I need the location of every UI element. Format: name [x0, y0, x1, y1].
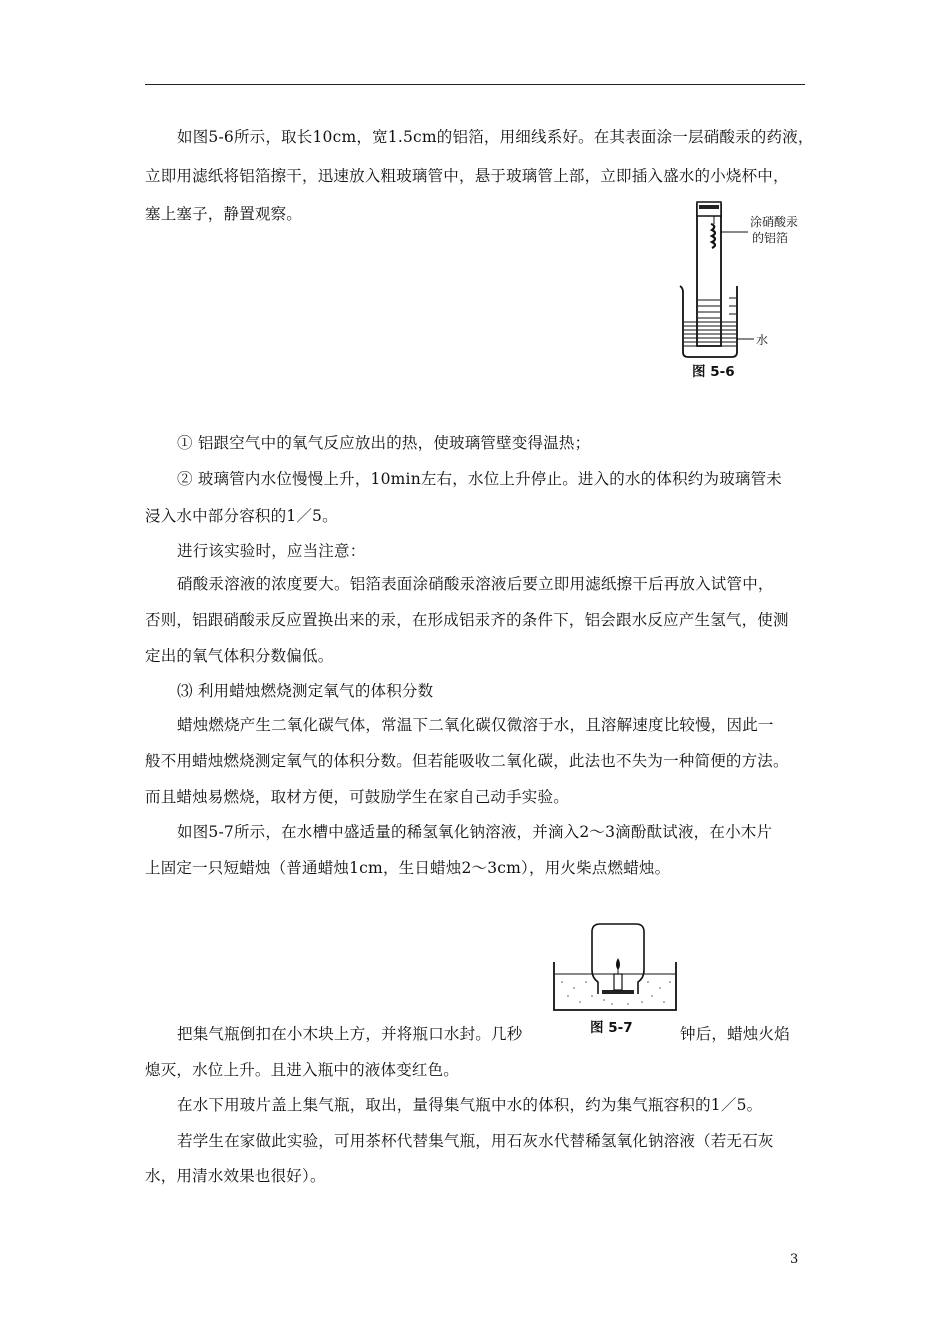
foil-label-line1: 涂硝酸汞 — [750, 215, 799, 229]
water-label: 水 — [756, 333, 769, 347]
figure-5-6-caption: 图 5-6 — [692, 364, 735, 380]
paragraph-line: 蜡烛燃烧产生二氧化碳气体，常温下二氧化碳仅微溶于水，且溶解速度比较慢，因此一 — [177, 716, 774, 734]
paragraph-line: 立即用滤纸将铝箔擦干，迅速放入粗玻璃管中，悬于玻璃管上部，立即插入盛水的小烧杯中， — [145, 167, 789, 185]
paragraph-line: 熄灭，水位上升。且进入瓶中的液体变红色。 — [145, 1061, 460, 1079]
paragraph-line: 把集气瓶倒扣在小木块上方，并将瓶口水封。几秒 — [177, 1025, 523, 1043]
candle-flame — [616, 958, 620, 970]
paragraph-line: 而且蜡烛易燃烧，取材方便，可鼓励学生在家自己动手实验。 — [145, 788, 569, 806]
paragraph-line: 否则，铝跟硝酸汞反应置换出来的汞，在形成铝汞齐的条件下，铝会跟水反应产生氢气，使测 — [145, 611, 789, 629]
paragraph-line: 定出的氧气体积分数偏低。 — [145, 647, 334, 665]
figure-5-6 — [670, 198, 800, 383]
paragraph-line: ① 铝跟空气中的氧气反应放出的热，使玻璃管壁变得温热； — [177, 434, 591, 452]
section-heading: ⑶ 利用蜡烛燃烧测定氧气的体积分数 — [177, 682, 434, 700]
paragraph-line: 水，用清水效果也很好）。 — [145, 1167, 326, 1185]
paragraph-line: ② 玻璃管内水位慢慢上升，10min左右，水位上升停止。进入的水的体积约为玻璃管未 — [177, 470, 782, 488]
paragraph-line: 在水下用玻片盖上集气瓶，取出，量得集气瓶中水的体积，约为集气瓶容积的1／5。 — [177, 1096, 763, 1114]
paragraph-line: 若学生在家做此实验，可用茶杯代替集气瓶，用石灰水代替稀氢氧化钠溶液（若无石灰 — [177, 1132, 774, 1150]
figure-5-6-drawing — [670, 198, 800, 383]
figure-5-7 — [552, 920, 680, 1042]
header-rule — [145, 84, 805, 85]
paragraph-line: 上固定一只短蜡烛（普通蜡烛1cm，生日蜡烛2～3cm），用火柴点燃蜡烛。 — [145, 859, 671, 877]
paragraph-line: 硝酸汞溶液的浓度要大。铝箔表面涂硝酸汞溶液后要立即用滤纸擦干后再放入试管中， — [177, 575, 774, 593]
candle — [614, 974, 622, 990]
page-number: 3 — [790, 1252, 799, 1267]
paragraph-line: 钟后，蜡烛火焰 — [680, 1025, 790, 1043]
paragraph-line: 如图5-7所示，在水槽中盛适量的稀氢氧化钠溶液，并滴入2～3滴酚酞试液，在小木片 — [177, 823, 773, 841]
figure-5-7-drawing — [552, 920, 680, 1042]
paragraph-line: 如图5-6所示，取长10cm，宽1.5cm的铝箔，用细线系好。在其表面涂一层硝酸汞的药液， — [177, 128, 814, 146]
paragraph-line: 进行该实验时，应当注意： — [177, 542, 366, 560]
foil-label-line2: 的铝箔 — [752, 231, 789, 245]
paragraph-line: 般不用蜡烛燃烧测定氧气的体积分数。但若能吸收二氧化碳，此法也不失为一种简便的方法。 — [145, 752, 789, 770]
figure-5-7-caption: 图 5-7 — [590, 1020, 633, 1036]
paragraph-line: 塞上塞子，静置观察。 — [145, 205, 303, 223]
glass-tube — [697, 204, 721, 346]
paragraph-line: 浸入水中部分容积的1／5。 — [145, 507, 338, 525]
stopper-band — [699, 205, 719, 209]
